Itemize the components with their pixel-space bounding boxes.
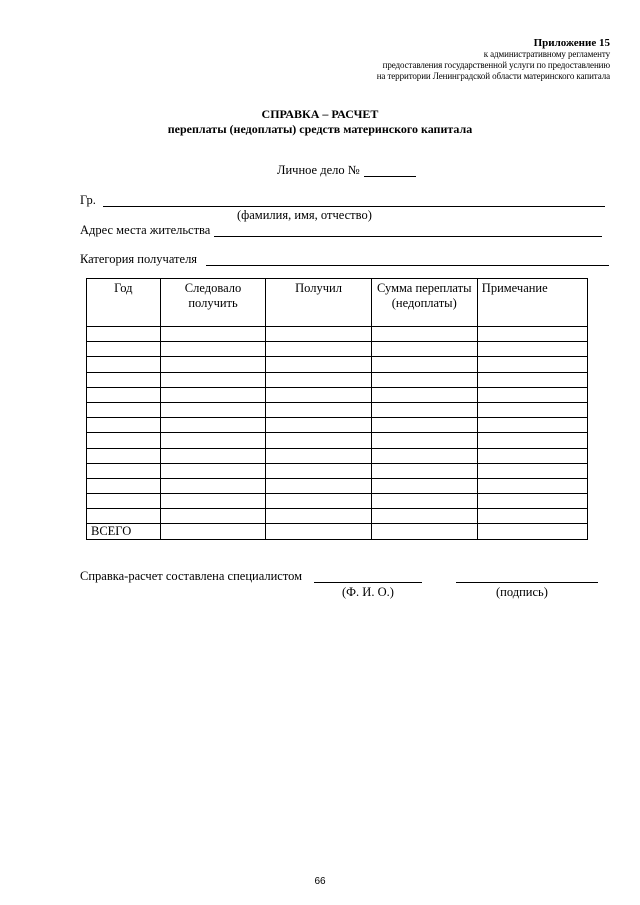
table-row (87, 418, 588, 433)
due-cell[interactable] (160, 372, 266, 387)
table-header-row (87, 279, 588, 327)
table-row (87, 372, 588, 387)
total-label: ВСЕГО (87, 524, 161, 540)
note-cell[interactable] (477, 357, 587, 372)
table-row (87, 478, 588, 493)
signature-hint: (подпись) (496, 585, 548, 599)
difference-cell[interactable] (371, 387, 477, 402)
note-cell[interactable] (477, 342, 587, 357)
due-cell[interactable] (160, 509, 266, 524)
received-cell[interactable] (266, 509, 371, 524)
received-cell[interactable] (266, 418, 371, 433)
due-cell[interactable] (160, 402, 266, 417)
header-due: Следовало получить (160, 279, 266, 327)
header-note: Примечание (477, 279, 587, 327)
year-cell[interactable] (87, 402, 161, 417)
table-row-total (87, 524, 588, 540)
table-row (87, 402, 588, 417)
table-row (87, 494, 588, 509)
difference-cell[interactable] (371, 418, 477, 433)
personal-file-number-line[interactable] (364, 176, 416, 177)
note-cell[interactable] (477, 387, 587, 402)
total-difference-cell[interactable] (371, 524, 477, 540)
difference-cell[interactable] (371, 448, 477, 463)
appendix-line-3: на территории Ленинградской области материнского капитала (376, 71, 610, 81)
appendix-line-1: к административному регламенту (483, 49, 610, 59)
received-cell[interactable] (266, 433, 371, 448)
table-row (87, 509, 588, 524)
document-title-line-2: переплаты (недоплаты) средств материнского капитала (167, 122, 473, 136)
note-cell[interactable] (477, 372, 587, 387)
personal-file-label: Личное дело № (277, 163, 360, 177)
note-cell[interactable] (477, 448, 587, 463)
specialist-signature-line[interactable] (456, 582, 598, 583)
total-note-cell[interactable] (477, 524, 587, 540)
due-cell[interactable] (160, 418, 266, 433)
total-received-cell[interactable] (266, 524, 371, 540)
page-number: 66 (314, 876, 326, 887)
due-cell[interactable] (160, 448, 266, 463)
table-row (87, 357, 588, 372)
difference-cell[interactable] (371, 463, 477, 478)
note-cell[interactable] (477, 478, 587, 493)
note-cell[interactable] (477, 509, 587, 524)
received-cell[interactable] (266, 448, 371, 463)
table-row (87, 342, 588, 357)
year-cell[interactable] (87, 463, 161, 478)
note-cell[interactable] (477, 433, 587, 448)
difference-cell[interactable] (371, 327, 477, 342)
difference-cell[interactable] (371, 509, 477, 524)
citizen-hint: (фамилия, имя, отчество) (237, 208, 372, 222)
year-cell[interactable] (87, 433, 161, 448)
category-label: Категория получателя (80, 252, 198, 266)
address-label: Адрес места жительства (80, 223, 211, 237)
table-row (87, 327, 588, 342)
received-cell[interactable] (266, 387, 371, 402)
note-cell[interactable] (477, 402, 587, 417)
year-cell[interactable] (87, 478, 161, 493)
year-cell[interactable] (87, 448, 161, 463)
table-row (87, 387, 588, 402)
difference-cell[interactable] (371, 478, 477, 493)
table-row (87, 433, 588, 448)
appendix-title: Приложение 15 (533, 37, 610, 49)
note-cell[interactable] (477, 463, 587, 478)
received-cell[interactable] (266, 327, 371, 342)
header-year: Год (87, 279, 161, 327)
category-line[interactable] (206, 265, 609, 266)
due-cell[interactable] (160, 463, 266, 478)
year-cell[interactable] (87, 494, 161, 509)
header-difference: Сумма переплаты (недоплаты) (371, 279, 477, 327)
difference-cell[interactable] (371, 402, 477, 417)
header-received: Получил (266, 279, 371, 327)
year-cell[interactable] (87, 342, 161, 357)
name-hint: (Ф. И. О.) (342, 585, 394, 599)
year-cell[interactable] (87, 372, 161, 387)
due-cell[interactable] (160, 387, 266, 402)
document-title (0, 107, 640, 137)
year-cell[interactable] (87, 509, 161, 524)
specialist-name-line[interactable] (314, 582, 422, 583)
note-cell[interactable] (477, 327, 587, 342)
received-cell[interactable] (266, 342, 371, 357)
year-cell[interactable] (87, 387, 161, 402)
citizen-name-line[interactable] (103, 206, 605, 207)
received-cell[interactable] (266, 402, 371, 417)
due-cell[interactable] (160, 357, 266, 372)
difference-cell[interactable] (371, 433, 477, 448)
calculation-table (86, 278, 588, 540)
received-cell[interactable] (266, 478, 371, 493)
table-row (87, 448, 588, 463)
received-cell[interactable] (266, 372, 371, 387)
difference-cell[interactable] (371, 372, 477, 387)
year-cell[interactable] (87, 418, 161, 433)
appendix-line-2: предоставления государственной услуги по предоставлению (382, 60, 610, 70)
received-cell[interactable] (266, 494, 371, 509)
year-cell[interactable] (87, 357, 161, 372)
table-row (87, 463, 588, 478)
received-cell[interactable] (266, 357, 371, 372)
signature-label: Справка-расчет составлена специалистом (80, 569, 303, 583)
due-cell[interactable] (160, 327, 266, 342)
due-cell[interactable] (160, 494, 266, 509)
note-cell[interactable] (477, 494, 587, 509)
received-cell[interactable] (266, 463, 371, 478)
due-cell[interactable] (160, 342, 266, 357)
due-cell[interactable] (160, 478, 266, 493)
address-line[interactable] (214, 236, 602, 237)
note-cell[interactable] (477, 418, 587, 433)
difference-cell[interactable] (371, 342, 477, 357)
total-due-cell[interactable] (160, 524, 266, 540)
appendix-block (377, 38, 610, 82)
year-cell[interactable] (87, 327, 161, 342)
document-title-line-1: СПРАВКА – РАСЧЕТ (261, 107, 379, 121)
difference-cell[interactable] (371, 494, 477, 509)
citizen-label: Гр. (80, 193, 96, 207)
difference-cell[interactable] (371, 357, 477, 372)
due-cell[interactable] (160, 433, 266, 448)
